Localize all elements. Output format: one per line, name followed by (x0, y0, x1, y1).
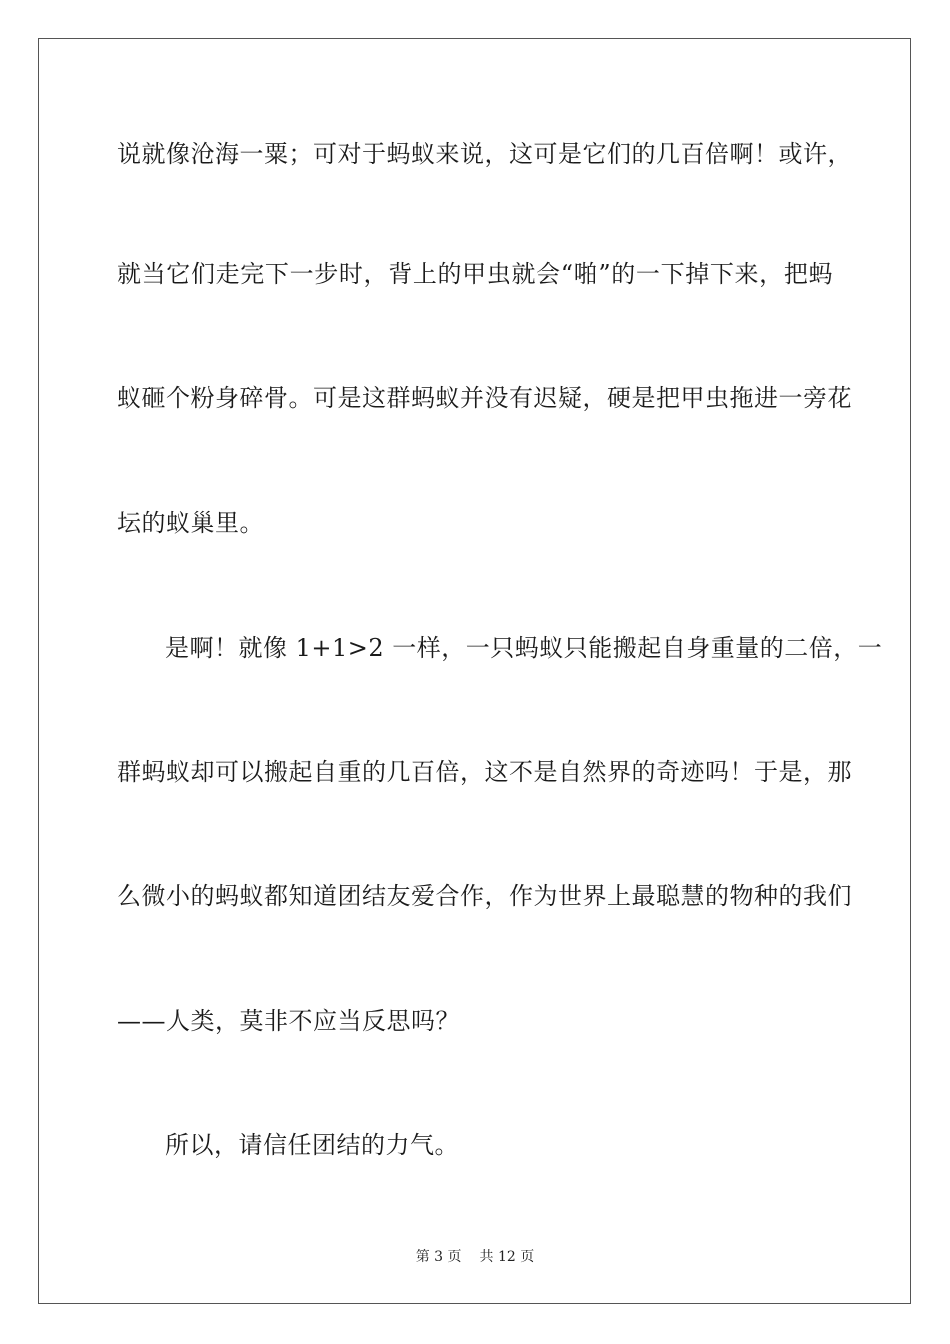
text-line: ——人类，莫非不应当反思吗？ (117, 1007, 460, 1035)
page-footer (0, 1248, 950, 1266)
text-line: 说就像沧海一粟；可对于蚂蚁来说，这可是它们的几百倍啊！或许， (117, 140, 852, 168)
text-line: 么微小的蚂蚁都知道团结友爱合作，作为世界上最聪慧的物种的我们 (117, 882, 852, 910)
text-line: 蚁砸个粉身碎骨。可是这群蚂蚁并没有迟疑，硬是把甲虫拖进一旁花 (117, 384, 852, 412)
text-line: 坛的蚁巢里。 (117, 509, 264, 537)
page-total: 共 12 页 (479, 1249, 535, 1265)
paragraph-first-line: 所以，请信任团结的力气。 (165, 1131, 459, 1159)
text-line: 群蚂蚁却可以搬起自重的几百倍，这不是自然界的奇迹吗！于是，那 (117, 758, 852, 786)
page-number: 第 3 页 (415, 1249, 462, 1265)
paragraph-first-line: 是啊！就像 1+1>2 一样，一只蚂蚁只能搬起自身重量的二倍，一 (165, 634, 883, 662)
text-line: 就当它们走完下一步时，背上的甲虫就会“啪”的一下掉下来，把蚂 (117, 260, 833, 288)
page-border (38, 38, 911, 1304)
